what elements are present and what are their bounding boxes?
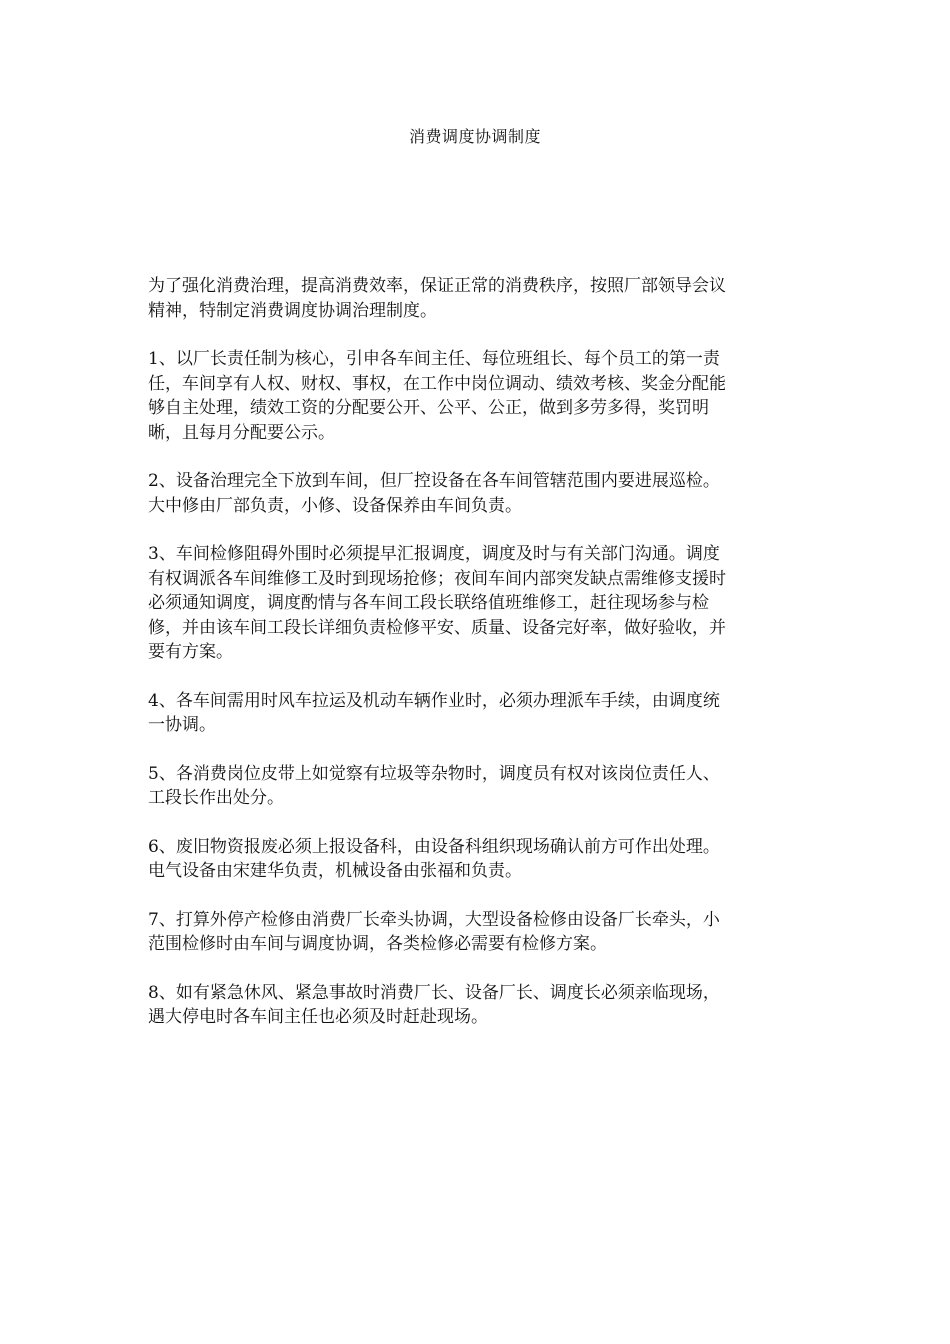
paragraph-line: 7、打算外停产检修由消费厂长牵头协调，大型设备检修由设备厂长牵头，小 — [148, 909, 720, 930]
paragraph-item-6 — [148, 835, 800, 884]
paragraph-line: 一协调。 — [148, 715, 216, 735]
paragraph-line: 范围检修时由车间与调度协调，各类检修必需要有检修方案。 — [148, 934, 607, 954]
paragraph-line: 8、如有紧急休风、紧急事故时消费厂长、设备厂长、调度长必须亲临现场， — [148, 982, 720, 1003]
paragraph-line: 遇大停电时各车间主任也必须及时赶赴现场。 — [148, 1007, 488, 1027]
paragraph-line: 4、各车间需用时风车拉运及机动车辆作业时，必须办理派车手续，由调度统 — [148, 690, 720, 711]
paragraph-line: 修，并由该车间工段长详细负责检修平安、质量、设备完好率，做好验收，并 — [148, 617, 726, 638]
document-body — [148, 274, 800, 1054]
paragraph-line: 够自主处理，绩效工资的分配要公开、公平、公正，做到多劳多得，奖罚明 — [148, 398, 709, 418]
paragraph-item-2 — [148, 469, 800, 518]
paragraph-line: 为了强化消费治理，提高消费效率，保证正常的消费秩序，按照厂部领导会议 — [148, 276, 726, 296]
paragraph-line: 1、以厂长责任制为核心，引申各车间主任、每位班组长、每个员工的第一责 — [148, 349, 720, 369]
paragraph-item-4 — [148, 689, 800, 738]
paragraph-line: 晰，且每月分配要公示。 — [148, 422, 335, 443]
paragraph-item-1 — [148, 347, 800, 445]
paragraph-line: 有权调派各车间维修工及时到现场抢修；夜间车间内部突发缺点需维修支援时 — [148, 568, 726, 589]
paragraph-item-8 — [148, 981, 800, 1030]
document-title: 消费调度协调制度 — [408, 127, 541, 146]
paragraph-item-7 — [148, 908, 800, 957]
paragraph-line: 3、车间检修阻碍外围时必须提早汇报调度，调度及时与有关部门沟通。调度 — [148, 544, 720, 564]
paragraph-line: 电气设备由宋建华负责，机械设备由张福和负责。 — [148, 861, 522, 881]
paragraph-line: 任，车间享有人权、财权、事权，在工作中岗位调动、绩效考核、奖金分配能 — [148, 373, 726, 394]
paragraph-item-5 — [148, 762, 800, 811]
paragraph-item-3 — [148, 542, 800, 665]
paragraph-line: 工段长作出处分。 — [148, 788, 284, 808]
paragraph-line: 5、各消费岗位皮带上如觉察有垃圾等杂物时，调度员有权对该岗位责任人、 — [148, 763, 720, 784]
paragraph-line: 必须通知调度，调度酌情与各车间工段长联络值班维修工，赶往现场参与检 — [148, 593, 709, 613]
paragraph-line: 2、设备治理完全下放到车间，但厂控设备在各车间管辖范围内要进展巡检。 — [148, 471, 720, 491]
paragraph-line: 精神，特制定消费调度协调治理制度。 — [148, 300, 437, 321]
paragraph-intro — [148, 274, 800, 323]
paragraph-line: 大中修由厂部负责，小修、设备保养由车间负责。 — [148, 495, 522, 516]
paragraph-line: 要有方案。 — [148, 642, 233, 662]
paragraph-line: 6、废旧物资报废必须上报设备科，由设备科组织现场确认前方可作出处理。 — [148, 836, 720, 857]
